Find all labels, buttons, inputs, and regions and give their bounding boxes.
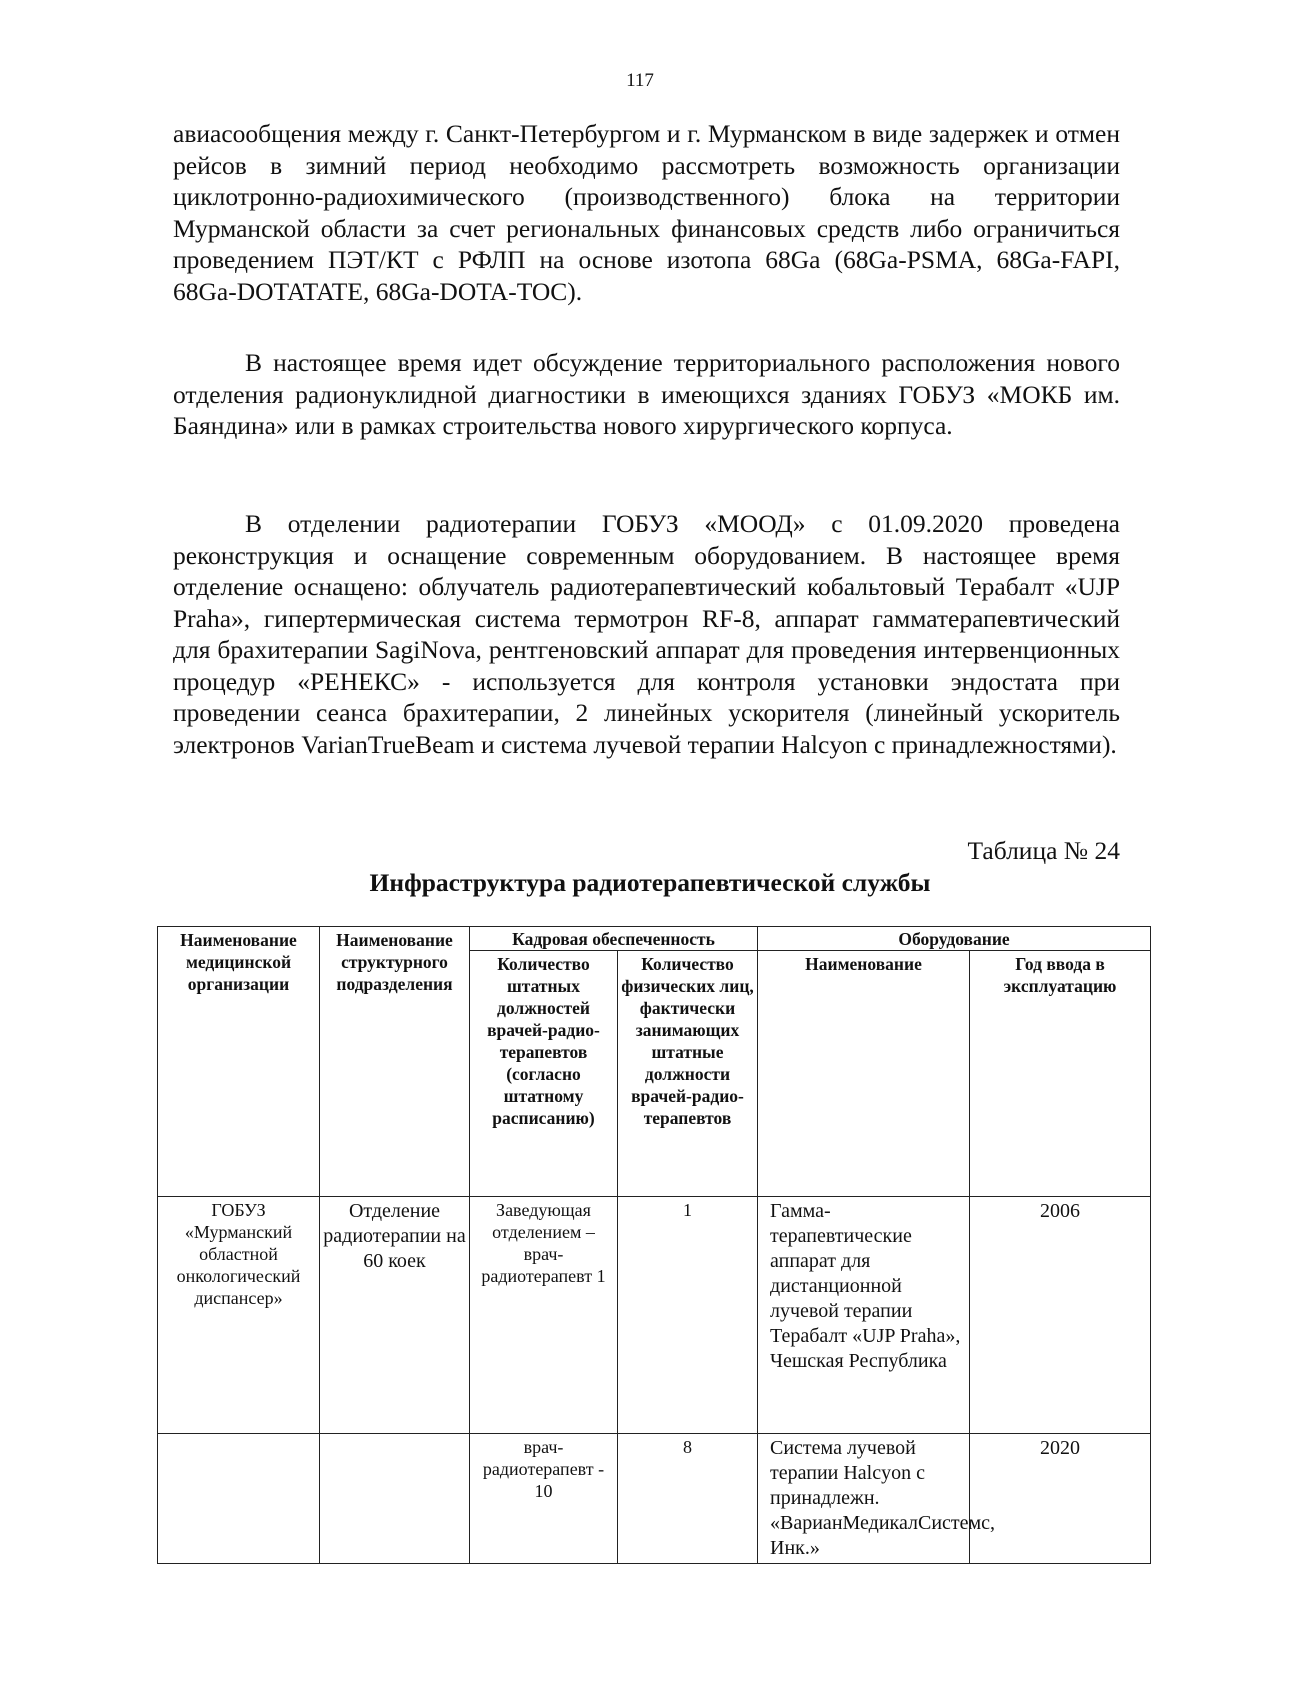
table-title: Инфраструктура радиотерапевтической службы xyxy=(369,868,931,897)
cell-year: 2006 xyxy=(970,1197,1151,1434)
table-number: Таблица № 24 xyxy=(967,836,1120,865)
cell-positions: Заведующая отделением – врач-радиотерапевт 1 xyxy=(470,1197,618,1434)
header-unit: Наименование структурного подразделения xyxy=(320,927,470,1197)
header-equipment-name: Наименование xyxy=(758,951,970,1197)
cell-org xyxy=(158,1434,320,1564)
header-equipment-year: Год ввода в эксплуатацию xyxy=(970,951,1151,1197)
table-row xyxy=(158,1197,1151,1434)
header-equipment-group: Оборудование xyxy=(758,927,1151,951)
infrastructure-table xyxy=(157,926,1151,1564)
header-staff-persons: Количество физических лиц, фактически занимающих штатные должности врачей-радио-терапевтов xyxy=(618,951,758,1197)
table-row xyxy=(158,1434,1151,1564)
paragraph-continuation: авиасообщения между г. Санкт-Петербургом и г. Мурманском в виде задержек и отмен рейсов в зимний период необходимо рассмотреть возможность организации циклотронно-радиохимического (производственного) блока на территории Мурманской области за счет региональных финансовых средств либо ограничиться проведением ПЭТ/КТ с РФЛП на основе изотопа 68Ga (68Ga-PSMA, 68Ga-FAPI, 68Ga-DOTATATE, 68Ga-DOTA-TOC). xyxy=(173,119,1120,306)
table-header-row xyxy=(158,927,1151,951)
cell-persons: 1 xyxy=(618,1197,758,1434)
cell-unit xyxy=(320,1434,470,1564)
cell-equipment: Система лучевой терапии Halcyon с принадлежн. «ВарианМедикалСистемс, Инк.» xyxy=(758,1434,970,1564)
cell-equipment: Гамма-терапевтические аппарат для дистанционной лучевой терапии Терабалт «UJP Praha», Чешская Республика xyxy=(758,1197,970,1434)
cell-positions: врач-радиотерапевт - 10 xyxy=(470,1434,618,1564)
paragraph-diagnostics-location: В настоящее время идет обсуждение территориального расположения нового отделения радионуклидной диагностики в имеющихся зданиях ГОБУЗ «МОКБ им. Баяндина» или в рамках строительства нового хирургического корпуса. xyxy=(173,348,1120,440)
header-staff-group: Кадровая обеспеченность xyxy=(470,927,758,951)
page-number: 117 xyxy=(626,70,654,91)
header-staff-positions: Количество штатных должностей врачей-радио-терапевтов (согласно штатному расписанию) xyxy=(470,951,618,1197)
header-org: Наименование медицинской организации xyxy=(158,927,320,1197)
cell-unit: Отделение радиотерапии на 60 коек xyxy=(320,1197,470,1434)
paragraph-radiotherapy-equipment: В отделении радиотерапии ГОБУЗ «МООД» с 01.09.2020 проведена реконструкция и оснащение современным оборудованием. В настоящее время отделение оснащено: облучатель радиотерапевтический кобальтовый Терабалт «UJP Praha», гипертермическая система термотрон RF-8, аппарат гамматерапевтический для брахитерапии SagiNova, рентгеновский аппарат для проведения интервенционных процедур «РЕНЕКС» - используется для контроля установки эндостата при проведении сеанса брахитерапии, 2 линейных ускорителя (линейный ускоритель электронов VarianTrueBeam и система лучевой терапии Halcyon с принадлежностями). xyxy=(173,509,1120,759)
cell-org: ГОБУЗ «Мурманский областной онкологический диспансер» xyxy=(158,1197,320,1434)
cell-persons: 8 xyxy=(618,1434,758,1564)
cell-year: 2020 xyxy=(970,1434,1151,1564)
